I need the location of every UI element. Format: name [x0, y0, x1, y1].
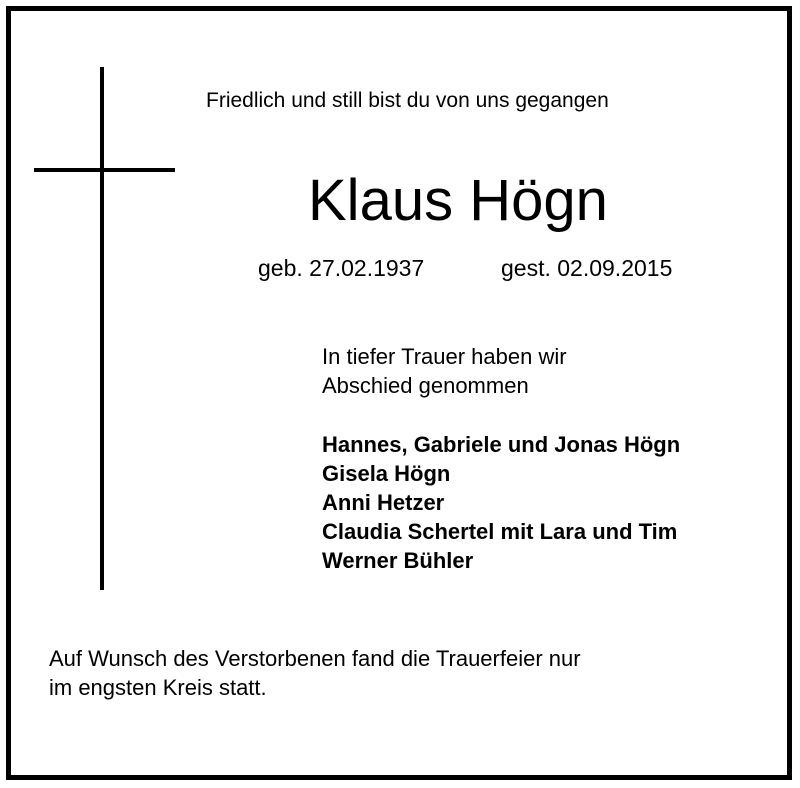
closing-line: im engsten Kreis statt. — [49, 675, 267, 700]
mourning-statement — [322, 342, 567, 400]
death-date: gest. 02.09.2015 — [501, 255, 673, 281]
mourning-line: In tiefer Trauer haben wir — [322, 344, 567, 369]
mourners-list — [322, 430, 680, 575]
closing-note — [49, 644, 581, 702]
motto-text: Friedlich und still bist du von uns gegangen — [206, 89, 609, 112]
cross-vertical-bar — [100, 67, 104, 590]
mourner-name: Anni Hetzer — [322, 490, 445, 515]
mourner-name: Hannes, Gabriele und Jonas Högn — [322, 432, 681, 457]
mourner-name: Claudia Schertel mit Lara und Tim — [322, 519, 678, 544]
closing-line: Auf Wunsch des Verstorbenen fand die Trauerfeier nur — [49, 646, 581, 671]
cross-horizontal-bar — [34, 168, 175, 172]
deceased-name: Klaus Högn — [308, 168, 608, 233]
birth-date: geb. 27.02.1937 — [258, 255, 425, 281]
mourner-name: Werner Bühler — [322, 548, 474, 573]
mourner-name: Gisela Högn — [322, 461, 451, 486]
mourning-line: Abschied genommen — [322, 373, 529, 398]
